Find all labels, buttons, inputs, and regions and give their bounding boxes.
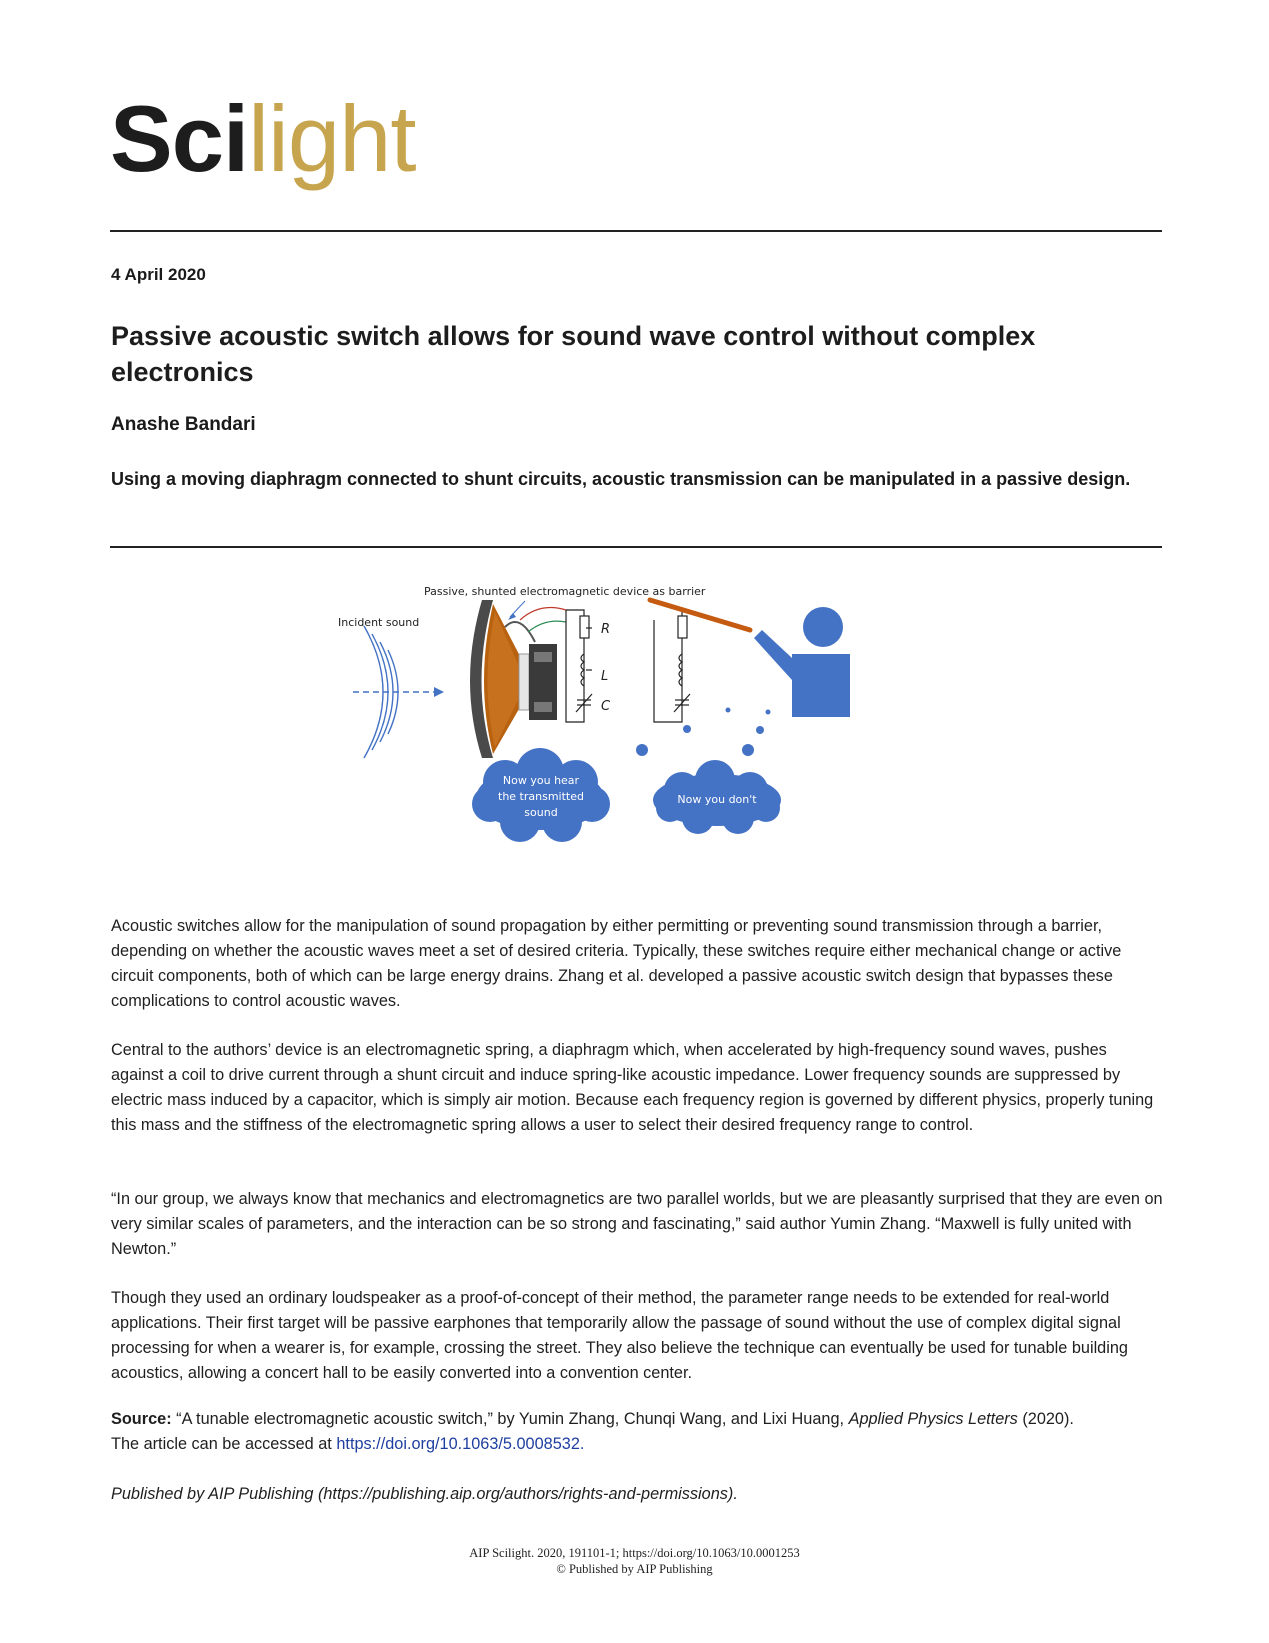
footer-publisher: © Published by AIP Publishing [556,1562,713,1576]
source-label: Source: [111,1410,172,1428]
source-citation [111,1407,1163,1457]
source-journal: Applied Physics Letters [848,1410,1018,1428]
logo-bold: Sci [110,86,249,191]
cloud-left-line-1: Now you hear [502,774,580,787]
shunt-circuit-2 [654,610,690,722]
footer-citation: AIP Scilight. 2020, 191101-1; https://doi.org/10.1063/10.0001253 [469,1546,800,1560]
doi-link[interactable]: https://doi.org/10.1063/5.0008532. [336,1435,585,1453]
source-access-text: The article can be accessed at [111,1435,337,1453]
top-divider [110,230,1162,232]
cloud-left-line-3: sound [524,806,558,819]
article-figure [330,582,850,882]
article-title: Passive acoustic switch allows for sound wave control without complex electronics [111,321,1036,387]
source-text: “A tunable electromagnetic acoustic switch,” by Yumin Zhang, Chunqi Wang, and Lixi Huang, [176,1410,849,1428]
cloud-left-line-2: the transmitted [498,790,584,803]
body-paragraph-2: Central to the authors’ device is an electromagnetic spring, a diaphragm which, when accelerated by high-frequency sound waves, pushes against a coil to drive current through a shunt circuit and induce spring-like acoustic impedance. Lower frequency sounds are suppressed by electric mass induced by a capacitor, which is simply air motion. Because each frequency region is governed by different physics, properly tuning this mass and the stiffness of the electromagnetic spring allows a user to select their desired frequency range to control. [111,1041,1154,1134]
logo-light: light [248,86,416,191]
wire-green [528,621,566,632]
article-date: 4 April 2020 [111,265,206,284]
source-year: (2020). [1017,1410,1074,1428]
inductor-label: L [601,669,609,684]
pointer-stick [650,600,750,630]
capacitor-label: C [601,699,611,714]
article-author: Anashe Bandari [111,414,256,435]
resistor-label: R [601,622,611,637]
person-icon [754,607,850,717]
cloud-right-text: Now you don't [677,793,757,806]
body-paragraph-1: Acoustic switches allow for the manipulation of sound propagation by either permitting or preventing sound transmission through a barrier, depending on whether the acoustic waves meet a set of desired criteria. Typically, these switches require either mechanical change or active circuit components, both of which can be large energy drains. Zhang et al. developed a passive acoustic switch design that bypasses these complications to control acoustic waves. [111,917,1122,1010]
body-paragraph-4: Though they used an ordinary loudspeaker as a proof-of-concept of their method, the parameter range needs to be extended for real-world applications. Their first target will be passive earphones that temporarily allow the passage of sound without the use of complex digital signal processing for when a wearer is, for example, crossing the street. They also believe the technique can eventually be used for tunable building acoustics, allowing a concert hall to be easily converted into a convention center. [111,1289,1128,1382]
published-note: Published by AIP Publishing (https://publishing.aip.org/authors/rights-and-permissions). [111,1485,738,1503]
sound-waves [364,626,398,758]
figure-illustration [330,582,850,882]
summary-divider [110,546,1162,548]
body-paragraph-3: “In our group, we always know that mechanics and electromagnetics are two parallel worlds, but we are pleasantly surprised that they are even on very similar scales of parameters, and the interaction can be so strong and fascinating,” said author Yumin Zhang. “Maxwell is fully united with Newton.” [111,1190,1163,1258]
shunt-circuit-1 [566,610,592,722]
incident-arrowhead [434,687,444,697]
article-summary: Using a moving diaphragm connected to shunt circuits, acoustic transmission can be manipulated in a passive design. [111,469,1131,489]
incident-sound-label: Incident sound [338,616,420,629]
figure-caption: Passive, shunted electromagnetic device as barrier [424,585,706,598]
thought-bubbles [636,708,771,757]
wire-red [520,608,566,620]
caption-arrowhead [508,613,516,620]
scilight-logo [110,84,416,194]
